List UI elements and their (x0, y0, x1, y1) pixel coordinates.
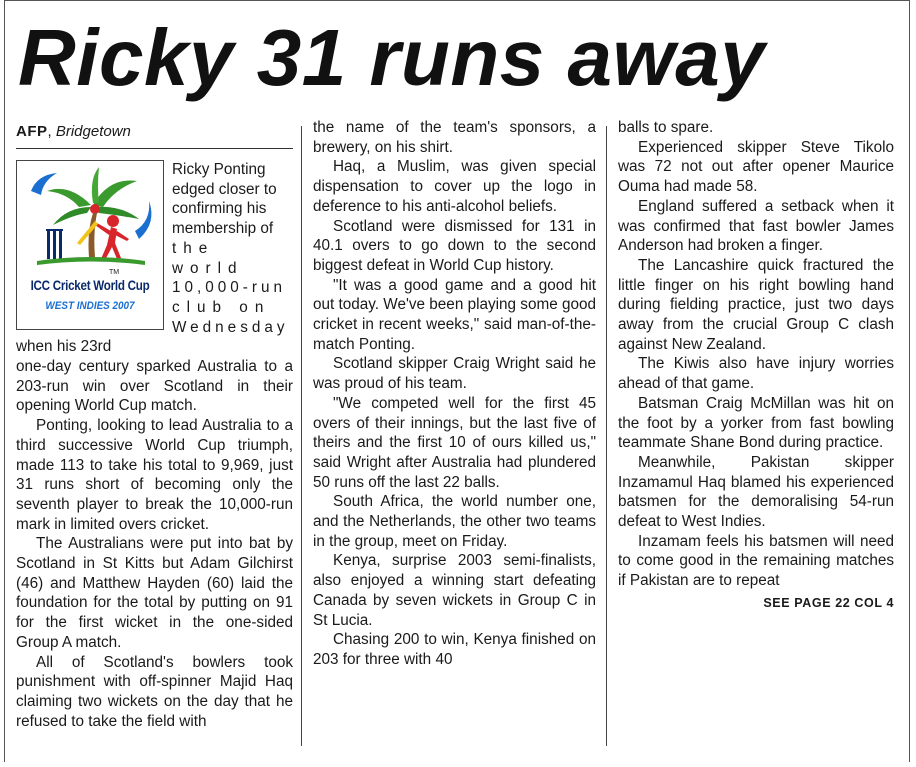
paragraph: balls to spare. (618, 119, 714, 136)
paragraph: Batsman Craig McMillan was hit on the foot by a yorker from fast bowling teammate Shane Bond during practice. (618, 394, 894, 452)
paragraph: All of Scotland's bowlers took punishment with off-spinner Majid Haq claiming two wickets on the day that he refused to take the field with (16, 653, 293, 730)
column-rule (301, 126, 302, 746)
byline (16, 118, 293, 149)
article-column-3 (618, 118, 894, 614)
logo-subtitle: WEST INDIES 2007 (45, 300, 135, 312)
paragraph: South Africa, the world number one, and the Netherlands, the other two teams in the group, meet on Friday. (313, 493, 596, 550)
paragraph: The Kiwis also have injury worries ahead of that game. (618, 355, 894, 393)
wrap-line: the world (172, 239, 244, 277)
paragraph: Ponting, looking to lead Australia to a third successive World Cup triumph, made 113 to take his total to 9,969, just 31 runs short of becoming only the seventh player to break the 10,000-run mark in limited overs cricket. (16, 417, 293, 533)
paragraph: Haq, a Muslim, was given special dispensation to cover up the logo in deference to his anti-alcohol beliefs. (313, 158, 596, 215)
byline-place: Bridgetown (55, 123, 131, 140)
paragraph: The Lancashire quick fractured the little finger on his right bowling hand during fielding practice, just two days away from the crucial Group C clash against New Zealand. (618, 256, 894, 353)
column-rule (606, 126, 607, 746)
byline-separator: , (47, 123, 52, 140)
paragraph: Chasing 200 to win, Kenya finished on 203 for three with 40 (313, 631, 596, 668)
headline: Ricky 31 runs away (18, 13, 766, 102)
wrap-line: Wednesday (172, 318, 289, 336)
wrap-line: Ricky Ponting (172, 161, 266, 178)
paragraph: Inzamam feels his batsmen will need to come good in the remaining matches if Pakistan are to repeat (618, 532, 894, 590)
wrap-line: club on (172, 298, 271, 316)
article-column-1 (16, 118, 293, 731)
continued-jump-line: SEE PAGE 22 COL 4 (763, 595, 894, 610)
paragraph: Scotland were dismissed for 131 in 40.1 overs to go down to the second biggest defeat in World Cup history. (313, 217, 596, 274)
wrap-line: 10,000-run (172, 279, 286, 297)
paragraph: "It was a good game and a good hit out today. We've been playing some good cricket in recent weeks," said man-of-the-match Ponting. (313, 276, 596, 353)
wrap-line: edged closer to (172, 180, 277, 198)
world-cup-logo (16, 160, 164, 330)
wrap-line: confirming his (172, 200, 267, 218)
paragraph: Meanwhile, Pakistan skipper Inzamamul Haq blamed his experienced batsmen for the demoralising 54-run defeat to West Indies. (618, 453, 894, 531)
wrap-line: when his 23rd (16, 338, 112, 356)
paragraph: "We competed well for the first 45 overs of their innings, but the last five of theirs and the first 10 of ours killed us," said Wright after Australia had plundered 50 runs off the last 22 balls. (313, 394, 596, 491)
wrap-line: membership of (172, 220, 274, 238)
paragraph: England suffered a setback when it was confirmed that fast bowler James Anderson had broken a finger. (618, 197, 894, 255)
logo-trademark: TM (109, 269, 120, 276)
byline-agency: AFP (16, 123, 48, 140)
paragraph: the name of the team's sponsors, a brewery, on his shirt. (313, 119, 596, 156)
paragraph: Experienced skipper Steve Tikolo was 72 not out after opener Maurice Ouma had made 58. (618, 138, 894, 196)
paragraph: Scotland skipper Craig Wright said he was proud of his team. (313, 355, 596, 393)
logo-title: ICC Cricket World Cup (30, 278, 150, 293)
paragraph: Kenya, surprise 2003 semi-finalists, also enjoyed a winning start defeating Canada by seven wickets in Group C in St Lucia. (313, 552, 596, 629)
article-column-2 (313, 118, 596, 670)
paragraph: one-day century sparked Australia to a 203-run win over Scotland in their opening World Cup match. (16, 358, 293, 415)
paragraph: The Australians were put into bat by Scotland in St Kitts but Adam Gilchirst (46) and Matthew Hayden (60) laid the foundation for the total by putting on 91 for the first wicket in the one-sided Group A match. (16, 535, 293, 651)
